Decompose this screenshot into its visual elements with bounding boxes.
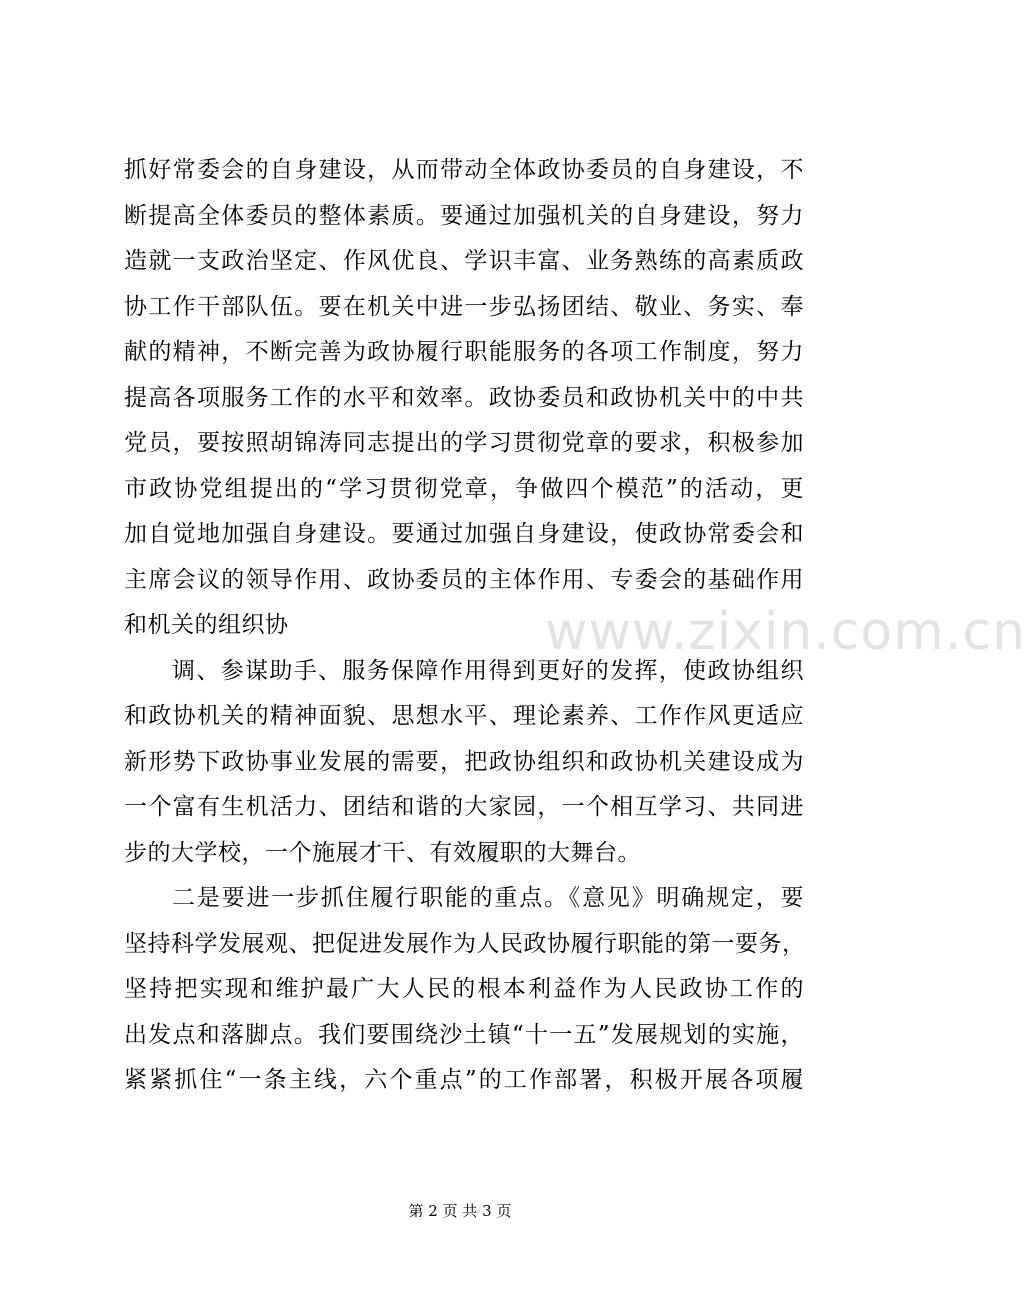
text-line: 和政协机关的精神面貌、思想水平、理论素养、工作作风更适应 [124,703,804,729]
text-line: 协工作干部队伍。要在机关中进一步弘扬团结、敬业、务实、奉 [124,293,804,320]
text-line: 提高各项服务工作的水平和效率。政协委员和政协机关中的中共 [124,384,804,411]
watermark: www.zixin.com.cn [545,602,1026,662]
text-line: 抓好常委会的自身建设，从而带动全体政协委员的自身建设，不 [124,157,804,183]
page-footer: 第 2 页 共 3 页 [408,1202,512,1220]
text-line: 造就一支政治坚定、作风优良、学识丰富、业务熟练的高素质政 [124,248,804,274]
paragraph-start-line: 二是要进一步抓住履行职能的重点。《意见》明确规定，要 [172,885,804,911]
text-line: 加自觉地加强自身建设。要通过加强自身建设，使政协常委会和 [124,521,804,547]
text-line: 紧紧抓住“一条主线，六个重点”的工作部署，积极开展各项履 [124,1067,804,1093]
text-line: 步的大学校，一个施展才干、有效履职的大舞台。 [124,839,641,866]
text-line: 断提高全体委员的整体素质。要通过加强机关的自身建设，努力 [124,202,804,229]
text-line: 和机关的组织协 [124,612,289,638]
text-line: 市政协党组提出的“学习贯彻党章，争做四个模范”的活动，更 [124,475,804,502]
text-line: 坚持把实现和维护最广大人民的根本利益作为人民政协工作的 [124,976,804,1002]
text-line: 党员，要按照胡锦涛同志提出的学习贯彻党章的要求，积极参加 [124,430,804,456]
text-line: 新形势下政协事业发展的需要，把政协组织和政协机关建设成为 [124,748,804,775]
text-line: 一个富有生机活力、团结和谐的大家园，一个相互学习、共同进 [124,794,804,820]
paragraph-start-line: 调、参谋助手、服务保障作用得到更好的发挥，使政协组织 [172,657,804,684]
text-line: 献的精神，不断完善为政协履行职能服务的各项工作制度，努力 [124,339,804,365]
text-line: 坚持科学发展观、把促进发展作为人民政协履行职能的第一要务， [124,930,806,957]
text-line: 主席会议的领导作用、政协委员的主体作用、专委会的基础作用 [124,566,804,593]
text-line: 出发点和落脚点。我们要围绕沙土镇“十一五”发展规划的实施， [124,1021,804,1048]
